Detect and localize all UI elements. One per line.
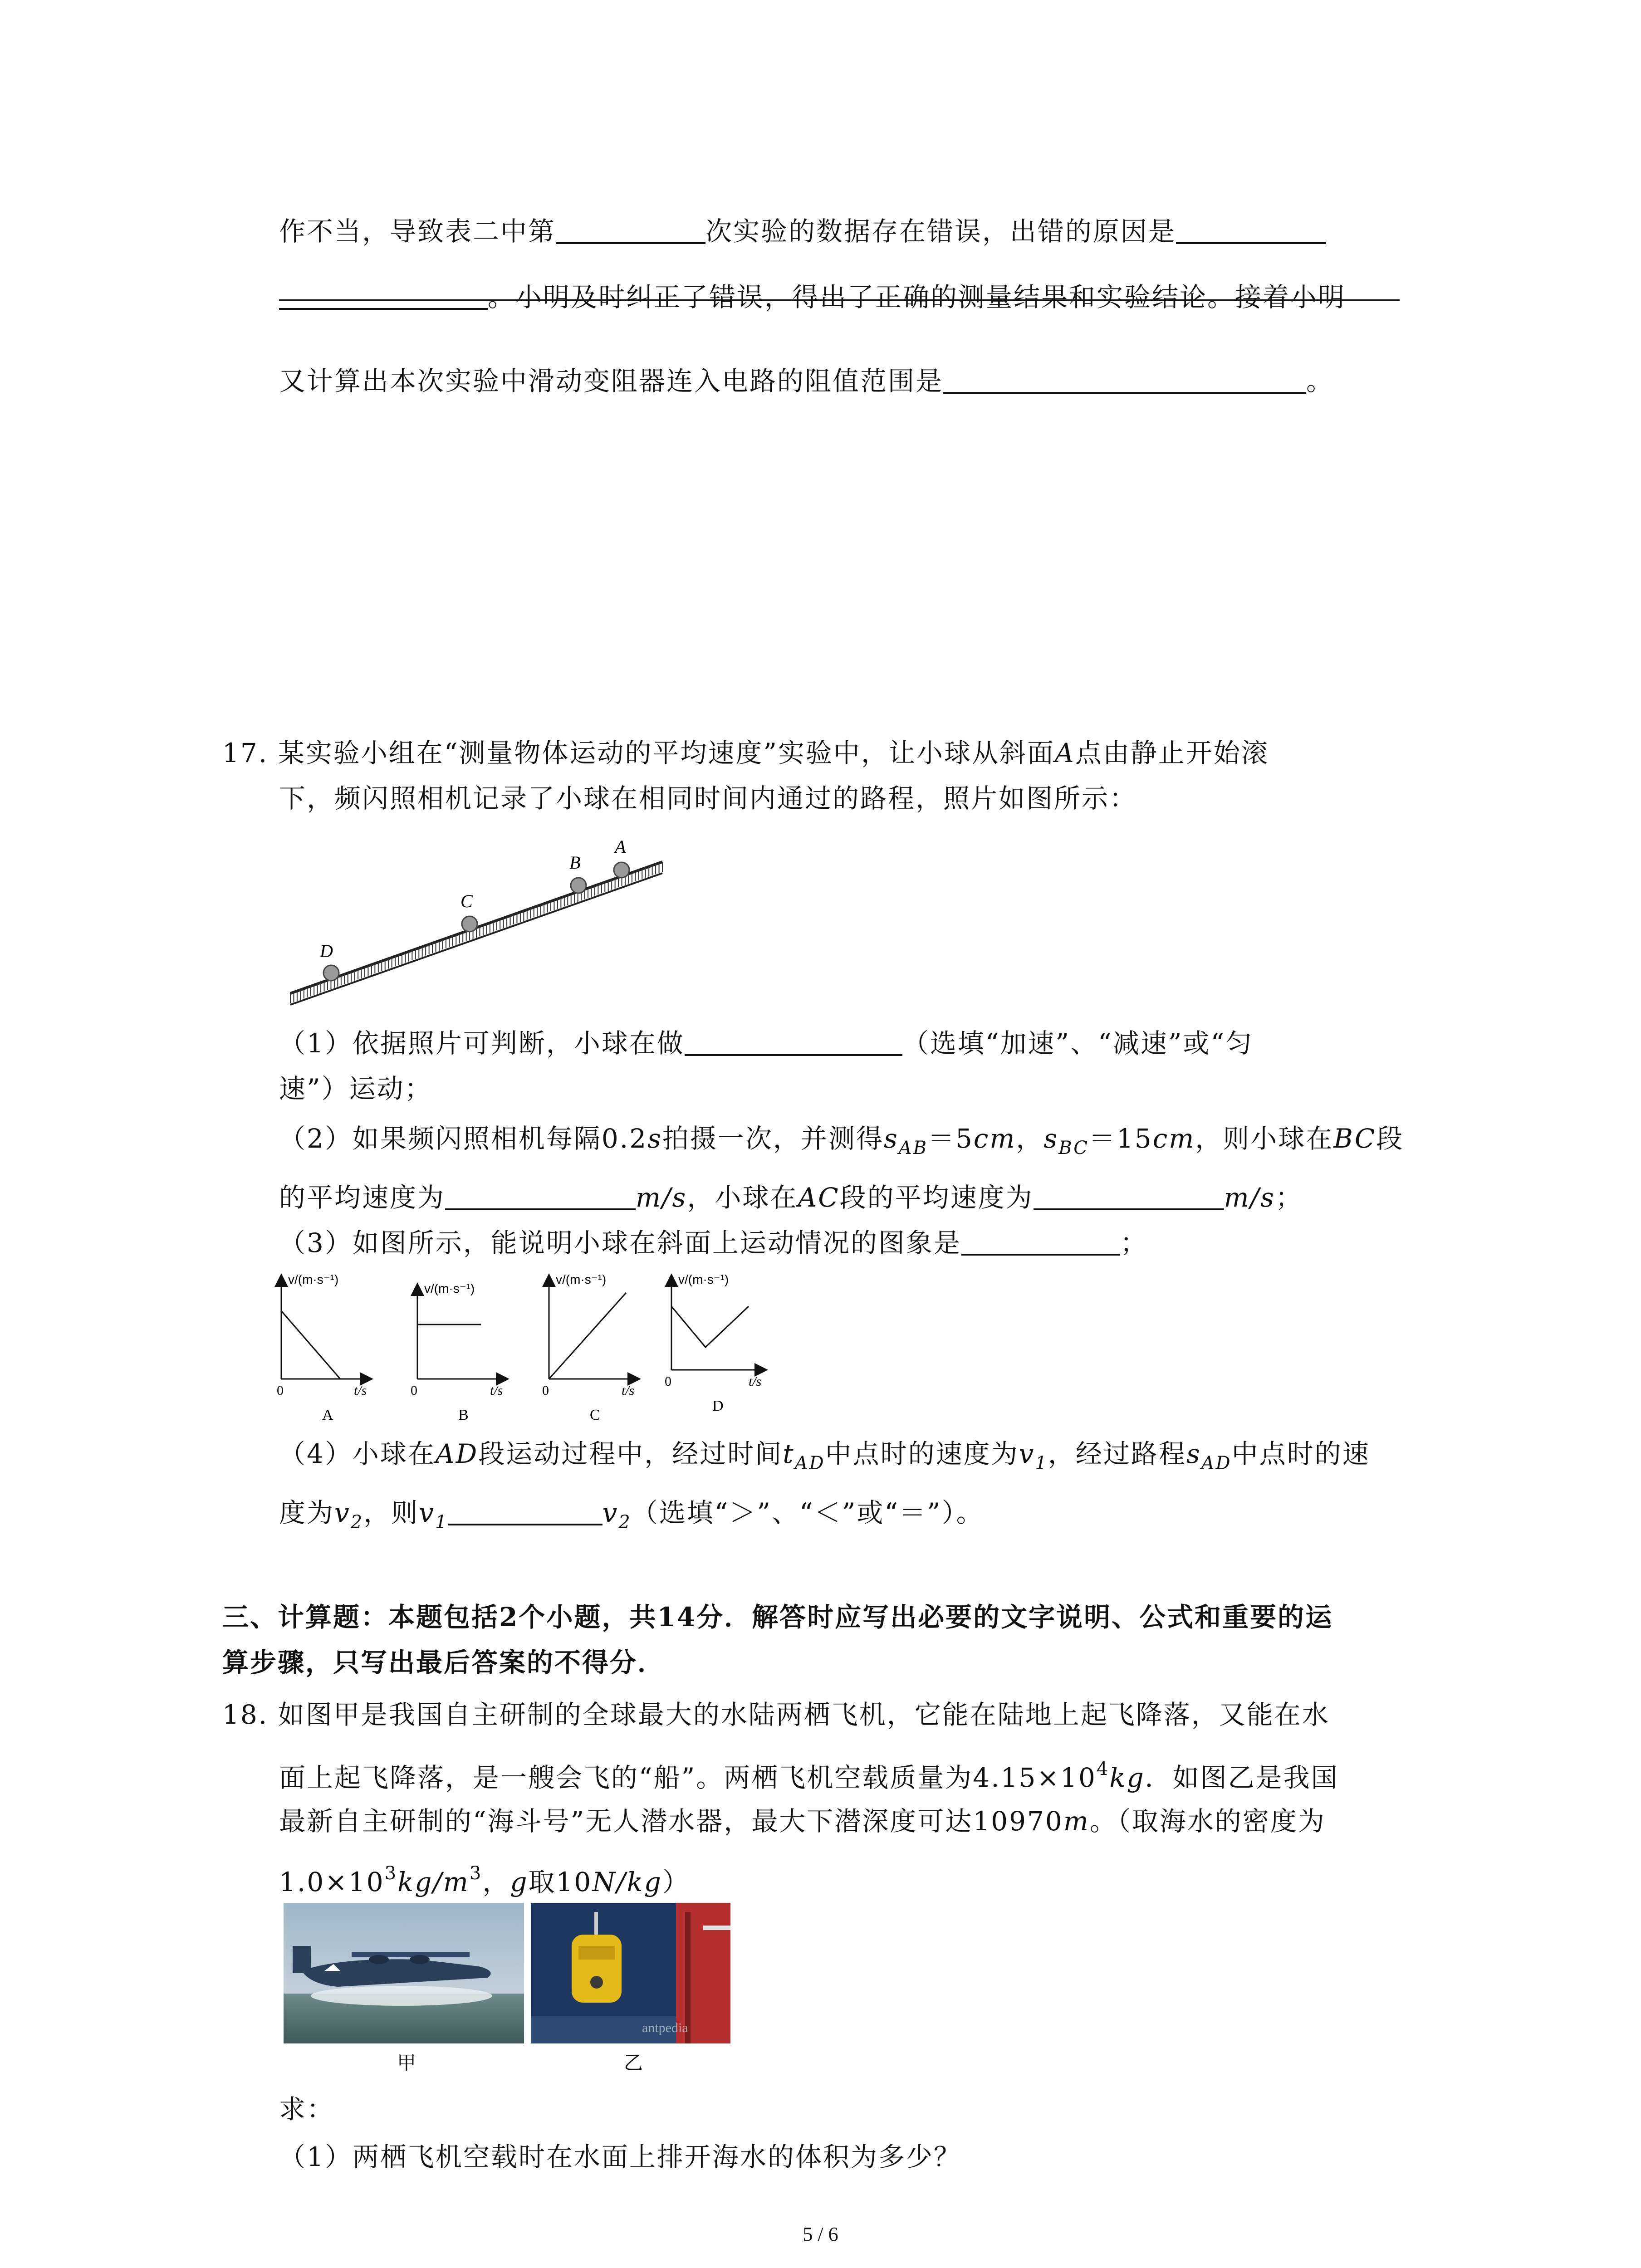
svg-text:t/s: t/s (622, 1383, 635, 1398)
graph-A (277, 1272, 372, 1423)
q17-part-2-cont: 的平均速度为 m/s，小球在AC段的平均速度为 m/s； (279, 1182, 1303, 1213)
ball-D (323, 965, 339, 981)
svg-text:D: D (712, 1398, 724, 1414)
graph-B (411, 1281, 508, 1423)
answer-blank[interactable] (1176, 215, 1326, 244)
svg-text:B: B (458, 1407, 469, 1423)
label-A: A (615, 836, 626, 857)
question-18-line-2: 面上起飞降落，是一艘会飞的“船”。两栖飞机空载质量为$4.15\times 10^4kg$．如图乙是我国 (279, 1759, 1339, 1793)
q18-part-1: （1）两栖飞机空载时在水面上排开海水的体积为多少？ (279, 2141, 961, 2172)
q17-part-4-cont: 度为$v_2$，则$v_1$ $v_2$（选填“＞”、“＜”或“＝”）。 (279, 1497, 984, 1533)
graph-C (542, 1272, 640, 1423)
text-line: 。小明及时纠正了错误，得出了正确的测量结果和实验结论。接着小明 (279, 279, 1346, 315)
answer-blank[interactable] (448, 1496, 603, 1525)
svg-text:0: 0 (411, 1383, 417, 1398)
q17-part-1-cont: 速”）运动； (279, 1073, 432, 1104)
answer-blank[interactable] (556, 215, 705, 244)
svg-text:C: C (590, 1407, 600, 1423)
ball-C (462, 916, 477, 932)
answer-blank[interactable] (685, 1027, 902, 1056)
question-17-line-2: 下，频闪照相机记录了小球在相同时间内通过的路程，照片如图所示： (279, 783, 1137, 814)
svg-text:0: 0 (542, 1383, 549, 1398)
label-B: B (569, 852, 581, 873)
svg-text:t/s: t/s (749, 1374, 762, 1389)
q17-part-1: （1）依据照片可判断，小球在做 （选填“加速”、“减速”或“匀 (279, 1028, 1254, 1059)
q18-ask: 求： (279, 2094, 335, 2125)
svg-text:t/s: t/s (354, 1383, 367, 1398)
incline-ruler (290, 862, 662, 1005)
q17-part-2: （2）如果频闪照相机每隔0.2s拍摄一次，并测得$s_{AB}=5cm$，$s_{BC}=15cm$，则小球在BC段 (279, 1123, 1404, 1158)
text-line: 作不当，导致表二中第 次实验的数据存在错误，出错的原因是 (279, 213, 1326, 249)
label-C: C (460, 891, 473, 911)
section-3-heading-cont: 算步骤，只写出最后答案的不得分． (222, 1647, 666, 1678)
svg-text:t/s: t/s (490, 1383, 503, 1398)
answer-blank[interactable] (961, 1227, 1120, 1256)
answer-blank[interactable] (445, 1181, 636, 1210)
question-18-line-4: $1.0\times 10^3kg/m^3$，g取10N/kg） (279, 1863, 690, 1897)
answer-blank-line[interactable] (279, 299, 1400, 301)
svg-text:v/(m·s⁻¹): v/(m·s⁻¹) (556, 1272, 607, 1286)
answer-blank[interactable] (943, 365, 1306, 394)
page-number: 5 / 6 (803, 2223, 838, 2245)
photo-amphibious-plane (284, 1903, 524, 2043)
caption-jia: 甲 (397, 2052, 416, 2074)
graph-D (665, 1272, 767, 1414)
svg-text:0: 0 (665, 1374, 671, 1389)
question-17-line-1: 17. 某实验小组在“测量物体运动的平均速度”实验中，让小球从斜面A点由静止开始滚 (222, 738, 1269, 768)
question-18-line-3: 最新自主研制的“海斗号”无人潜水器，最大下潜深度可达10970m。（取海水的密度为 (279, 1806, 1326, 1837)
ball-B (571, 878, 586, 893)
section-3-heading: 三、计算题：本题包括2个小题，共14分．解答时应写出必要的文字说明、公式和重要的运 (222, 1602, 1333, 1633)
answer-blank[interactable] (1034, 1181, 1224, 1210)
svg-text:v/(m·s⁻¹): v/(m·s⁻¹) (424, 1281, 475, 1295)
ball-A (614, 862, 629, 878)
caption-yi: 乙 (624, 2052, 643, 2074)
text-line: 又计算出本次实验中滑动变阻器连入电路的阻值范围是 。 (279, 366, 1334, 396)
question-18-line-1: 18. 如图甲是我国自主研制的全球最大的水陆两栖飞机，它能在陆地上起飞降落，又能在水 (222, 1699, 1330, 1730)
photo-submersible (531, 1903, 730, 2043)
incline-figure (277, 826, 676, 1016)
svg-text:0: 0 (277, 1383, 284, 1398)
svg-text:antpedia: antpedia (642, 2020, 688, 2035)
svg-text:A: A (322, 1407, 333, 1423)
svg-text:v/(m·s⁻¹): v/(m·s⁻¹) (288, 1272, 339, 1286)
label-D: D (320, 941, 333, 961)
q17-part-3: （3）如图所示，能说明小球在斜面上运动情况的图象是 ； (279, 1227, 1148, 1258)
svg-text:v/(m·s⁻¹): v/(m·s⁻¹) (678, 1272, 729, 1286)
answer-blank[interactable] (279, 281, 488, 310)
vt-graphs (263, 1266, 798, 1429)
q17-part-4: （4）小球在AD段运动过程中，经过时间$t_{AD}$中点时的速度为$v_1$，经过路程$s_{AD}$中点时的速 (279, 1438, 1370, 1474)
